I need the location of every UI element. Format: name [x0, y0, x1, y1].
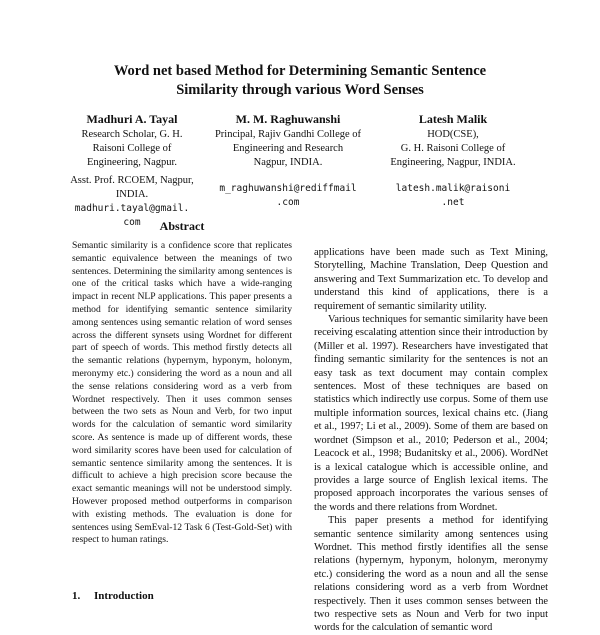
author-email[interactable]: latesh.malik@raisoni [395, 183, 511, 194]
section-heading-introduction [72, 590, 154, 602]
right-column [314, 246, 548, 635]
author-block-3 [378, 111, 528, 210]
abstract-column [72, 240, 292, 547]
author-name: Latesh Malik [418, 112, 488, 126]
author-affiliation: Nagpur, INDIA. [253, 157, 323, 168]
paper-title-line-2: Similarity through various Word Senses [176, 82, 424, 98]
section-number: 1. [72, 590, 81, 602]
author-affiliation: Engineering and Research [232, 143, 344, 154]
author-affiliation: Asst. Prof. RCOEM, Nagpur, [70, 175, 194, 186]
abstract-text: Semantic similarity is a confidence score that replicates semantic equivalence between the meanings of two sentences. Determining the similarity among sentences is one of the critical tasks which have a wide-ranging impact in recent NLP applications. This paper presents a method for identifying semantic sentence similarity among sentences using semantic relation of word senses across the different synsets using Wordnet for different part of speech of words. This method firstly detects all the semantic relations (hypernym, hyponym, holonym, meronymy etc.) considering the word as a noun and all the sense relations considering word as a verb from Wordnet respectively. Then it uses common senses between the two sets as Noun and Verb, for two input words for the calculation of semantic word similarity score. As sentence is made up of different words, these word similarity scores have been used for calculation of semantic sentence similarity among the sentences. It is difficult to achieve a high precision score because the exact semantic meanings will not be understood simply. However proposed method outperforms in comparison with existing methods. The evaluation is done for sentences using SemEval-12 Task 6 (Test-Gold-Set) with respect to human ratings. [72, 240, 292, 546]
author-affiliation: INDIA. [115, 189, 149, 200]
author-affiliation: Engineering, Nagpur, INDIA. [390, 157, 516, 168]
author-email[interactable]: m_raghuwanshi@rediffmail [219, 183, 357, 194]
author-name: M. M. Raghuwanshi [235, 112, 341, 126]
author-email[interactable]: com [123, 217, 141, 228]
author-name: Madhuri A. Tayal [86, 112, 178, 126]
author-affiliation: G. H. Raisoni College of [400, 143, 506, 154]
body-paragraph-3: This paper presents a method for identifying semantic sentence similarity among sentences using Wordnet. This method firstly identifies all the sense relations (hypernym, hyponym, holonym, meronymy etc.) considering the word as a noun and all the sense relations considering word as a verb from Wordnet respectively. Then it uses common senses between the two respective sets as Noun and Verb for two input words for the calculation of semantic word [314, 515, 548, 634]
body-paragraph-2: Various techniques for semantic similarity have been receiving escalating attention since their introduction by (Miller et al. 1997). Researchers have investigated that finding semantic similarity for the sentences is not an easy task as text document may contain complex sentences. Most of these techniques are based on statistics which indirectly use corpus. Some of them use multiple information sources, lexical chains etc. (Jiang et al., 1997; Li et al., 2009). Some of them are based on wordnet (Simpson et al., 2010; Pederson et al., 2004; Leacock et al., 1998; Budanitsky et al., 2006). WordNet is a lexical catalogue which is accessible online, and provides a large source of English lexical items. The proposed approach incorporates the various senses of the words and there relations from Wordnet. [314, 314, 548, 513]
author-affiliation: Research Scholar, G. H. [81, 129, 183, 140]
author-affiliation: Principal, Rajiv Gandhi College of [214, 129, 362, 140]
author-email[interactable]: .net [441, 197, 465, 208]
author-email[interactable]: madhuri.tayal@gmail. [74, 203, 190, 214]
paper-title [40, 62, 560, 100]
section-title: Introduction [94, 590, 154, 602]
paper-title-line-1: Word net based Method for Determining Semantic Sentence [113, 63, 487, 79]
abstract-heading: Abstract [159, 219, 205, 233]
author-block-2 [208, 111, 368, 210]
author-block-1 [62, 111, 202, 230]
body-paragraph-1: applications have been made such as Text Mining, Storytelling, Machine Translation, Deep Question and answering and Text Summarization etc. To develop and understand this kind of applications, there is a requirement of semantic similarity utility. [314, 247, 548, 312]
author-email[interactable]: .com [276, 197, 300, 208]
author-affiliation: HOD(CSE), [427, 129, 479, 140]
author-affiliation: Raisoni College of [92, 143, 172, 154]
author-affiliation: Engineering, Nagpur. [86, 157, 178, 168]
